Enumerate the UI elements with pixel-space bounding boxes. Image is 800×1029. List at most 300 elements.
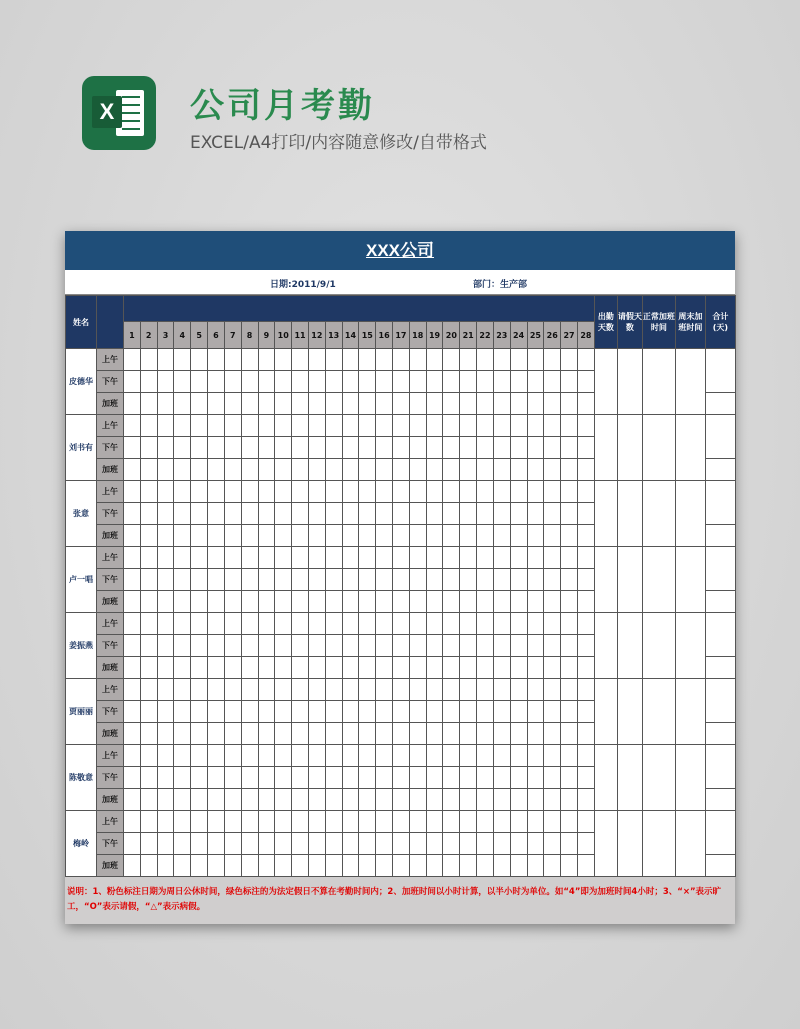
attendance-cell[interactable] xyxy=(409,547,426,569)
attendance-cell[interactable] xyxy=(460,437,477,459)
total-cell[interactable] xyxy=(705,547,735,591)
attendance-cell[interactable] xyxy=(208,393,225,415)
attendance-cell[interactable] xyxy=(342,547,359,569)
attendance-cell[interactable] xyxy=(292,723,309,745)
total-overtime-cell[interactable] xyxy=(705,591,735,613)
summary-cell[interactable] xyxy=(617,745,642,811)
attendance-cell[interactable] xyxy=(460,481,477,503)
attendance-cell[interactable] xyxy=(443,745,460,767)
attendance-cell[interactable] xyxy=(510,745,527,767)
attendance-cell[interactable] xyxy=(443,855,460,877)
attendance-cell[interactable] xyxy=(393,613,410,635)
attendance-cell[interactable] xyxy=(409,503,426,525)
attendance-cell[interactable] xyxy=(140,701,157,723)
attendance-cell[interactable] xyxy=(124,855,141,877)
attendance-cell[interactable] xyxy=(393,789,410,811)
attendance-cell[interactable] xyxy=(359,349,376,371)
attendance-cell[interactable] xyxy=(544,679,561,701)
attendance-cell[interactable] xyxy=(577,789,594,811)
attendance-cell[interactable] xyxy=(426,789,443,811)
attendance-cell[interactable] xyxy=(124,833,141,855)
attendance-cell[interactable] xyxy=(157,371,174,393)
total-cell[interactable] xyxy=(705,481,735,525)
attendance-cell[interactable] xyxy=(409,415,426,437)
attendance-cell[interactable] xyxy=(443,723,460,745)
attendance-cell[interactable] xyxy=(224,635,241,657)
attendance-cell[interactable] xyxy=(544,591,561,613)
total-cell[interactable] xyxy=(705,415,735,459)
attendance-cell[interactable] xyxy=(460,657,477,679)
attendance-cell[interactable] xyxy=(275,833,292,855)
attendance-cell[interactable] xyxy=(460,833,477,855)
attendance-cell[interactable] xyxy=(325,569,342,591)
attendance-cell[interactable] xyxy=(140,635,157,657)
attendance-cell[interactable] xyxy=(191,657,208,679)
attendance-cell[interactable] xyxy=(157,789,174,811)
attendance-cell[interactable] xyxy=(292,437,309,459)
attendance-cell[interactable] xyxy=(342,745,359,767)
total-cell[interactable] xyxy=(705,349,735,393)
attendance-cell[interactable] xyxy=(292,767,309,789)
attendance-cell[interactable] xyxy=(409,371,426,393)
attendance-cell[interactable] xyxy=(527,657,544,679)
attendance-cell[interactable] xyxy=(275,437,292,459)
attendance-cell[interactable] xyxy=(527,415,544,437)
attendance-cell[interactable] xyxy=(561,657,578,679)
attendance-cell[interactable] xyxy=(258,767,275,789)
attendance-cell[interactable] xyxy=(460,547,477,569)
attendance-cell[interactable] xyxy=(493,745,510,767)
attendance-cell[interactable] xyxy=(308,591,325,613)
attendance-cell[interactable] xyxy=(308,459,325,481)
attendance-cell[interactable] xyxy=(409,591,426,613)
attendance-cell[interactable] xyxy=(460,371,477,393)
attendance-cell[interactable] xyxy=(561,349,578,371)
attendance-cell[interactable] xyxy=(477,855,494,877)
attendance-cell[interactable] xyxy=(510,701,527,723)
attendance-cell[interactable] xyxy=(124,679,141,701)
employee-name[interactable]: 皮德华 xyxy=(66,349,97,415)
attendance-cell[interactable] xyxy=(224,701,241,723)
attendance-cell[interactable] xyxy=(359,613,376,635)
attendance-cell[interactable] xyxy=(258,393,275,415)
attendance-cell[interactable] xyxy=(577,679,594,701)
attendance-cell[interactable] xyxy=(527,855,544,877)
attendance-cell[interactable] xyxy=(477,503,494,525)
summary-cell[interactable] xyxy=(617,349,642,415)
attendance-cell[interactable] xyxy=(493,503,510,525)
attendance-cell[interactable] xyxy=(376,789,393,811)
attendance-cell[interactable] xyxy=(376,811,393,833)
attendance-cell[interactable] xyxy=(561,525,578,547)
attendance-cell[interactable] xyxy=(342,393,359,415)
attendance-cell[interactable] xyxy=(342,349,359,371)
employee-name[interactable]: 姜振燕 xyxy=(66,613,97,679)
summary-cell[interactable] xyxy=(594,349,617,415)
attendance-cell[interactable] xyxy=(477,635,494,657)
attendance-cell[interactable] xyxy=(544,855,561,877)
attendance-cell[interactable] xyxy=(527,393,544,415)
attendance-cell[interactable] xyxy=(460,349,477,371)
attendance-cell[interactable] xyxy=(561,833,578,855)
attendance-cell[interactable] xyxy=(258,503,275,525)
summary-cell[interactable] xyxy=(617,481,642,547)
attendance-cell[interactable] xyxy=(308,371,325,393)
attendance-cell[interactable] xyxy=(308,855,325,877)
total-overtime-cell[interactable] xyxy=(705,393,735,415)
attendance-cell[interactable] xyxy=(477,437,494,459)
attendance-cell[interactable] xyxy=(510,679,527,701)
attendance-cell[interactable] xyxy=(477,481,494,503)
attendance-cell[interactable] xyxy=(241,745,258,767)
attendance-cell[interactable] xyxy=(477,745,494,767)
attendance-cell[interactable] xyxy=(241,613,258,635)
attendance-cell[interactable] xyxy=(477,459,494,481)
attendance-cell[interactable] xyxy=(157,657,174,679)
attendance-cell[interactable] xyxy=(258,591,275,613)
attendance-cell[interactable] xyxy=(174,481,191,503)
attendance-cell[interactable] xyxy=(577,613,594,635)
attendance-cell[interactable] xyxy=(426,459,443,481)
attendance-cell[interactable] xyxy=(157,811,174,833)
attendance-cell[interactable] xyxy=(426,811,443,833)
attendance-cell[interactable] xyxy=(124,789,141,811)
attendance-cell[interactable] xyxy=(258,701,275,723)
attendance-cell[interactable] xyxy=(140,481,157,503)
attendance-cell[interactable] xyxy=(577,525,594,547)
attendance-cell[interactable] xyxy=(510,723,527,745)
summary-cell[interactable] xyxy=(675,613,705,679)
attendance-cell[interactable] xyxy=(376,437,393,459)
attendance-cell[interactable] xyxy=(191,855,208,877)
attendance-cell[interactable] xyxy=(140,459,157,481)
attendance-cell[interactable] xyxy=(124,393,141,415)
attendance-cell[interactable] xyxy=(308,833,325,855)
attendance-cell[interactable] xyxy=(493,635,510,657)
attendance-cell[interactable] xyxy=(376,833,393,855)
attendance-cell[interactable] xyxy=(258,525,275,547)
attendance-cell[interactable] xyxy=(376,701,393,723)
attendance-cell[interactable] xyxy=(577,371,594,393)
attendance-cell[interactable] xyxy=(376,569,393,591)
attendance-cell[interactable] xyxy=(510,789,527,811)
attendance-cell[interactable] xyxy=(292,393,309,415)
attendance-cell[interactable] xyxy=(292,547,309,569)
attendance-cell[interactable] xyxy=(544,393,561,415)
attendance-cell[interactable] xyxy=(493,481,510,503)
attendance-cell[interactable] xyxy=(561,789,578,811)
attendance-cell[interactable] xyxy=(208,547,225,569)
total-overtime-cell[interactable] xyxy=(705,723,735,745)
attendance-cell[interactable] xyxy=(426,415,443,437)
attendance-cell[interactable] xyxy=(561,745,578,767)
attendance-cell[interactable] xyxy=(325,657,342,679)
attendance-cell[interactable] xyxy=(561,569,578,591)
attendance-cell[interactable] xyxy=(359,569,376,591)
attendance-cell[interactable] xyxy=(292,591,309,613)
attendance-cell[interactable] xyxy=(409,569,426,591)
attendance-cell[interactable] xyxy=(325,459,342,481)
attendance-cell[interactable] xyxy=(477,547,494,569)
attendance-cell[interactable] xyxy=(292,503,309,525)
attendance-cell[interactable] xyxy=(460,855,477,877)
attendance-cell[interactable] xyxy=(140,833,157,855)
attendance-cell[interactable] xyxy=(140,525,157,547)
attendance-cell[interactable] xyxy=(224,437,241,459)
attendance-cell[interactable] xyxy=(325,613,342,635)
summary-cell[interactable] xyxy=(594,613,617,679)
attendance-cell[interactable] xyxy=(174,767,191,789)
attendance-cell[interactable] xyxy=(477,679,494,701)
total-overtime-cell[interactable] xyxy=(705,459,735,481)
attendance-cell[interactable] xyxy=(292,459,309,481)
attendance-cell[interactable] xyxy=(224,415,241,437)
summary-cell[interactable] xyxy=(642,811,675,877)
attendance-cell[interactable] xyxy=(544,569,561,591)
attendance-cell[interactable] xyxy=(527,481,544,503)
attendance-cell[interactable] xyxy=(308,723,325,745)
attendance-cell[interactable] xyxy=(258,547,275,569)
attendance-cell[interactable] xyxy=(275,481,292,503)
summary-cell[interactable] xyxy=(642,415,675,481)
attendance-cell[interactable] xyxy=(157,745,174,767)
attendance-cell[interactable] xyxy=(174,437,191,459)
attendance-cell[interactable] xyxy=(224,679,241,701)
attendance-cell[interactable] xyxy=(308,525,325,547)
attendance-cell[interactable] xyxy=(477,701,494,723)
attendance-cell[interactable] xyxy=(342,591,359,613)
employee-name[interactable]: 刘书有 xyxy=(66,415,97,481)
attendance-cell[interactable] xyxy=(140,437,157,459)
attendance-cell[interactable] xyxy=(224,723,241,745)
attendance-cell[interactable] xyxy=(426,481,443,503)
attendance-cell[interactable] xyxy=(477,789,494,811)
attendance-cell[interactable] xyxy=(544,437,561,459)
attendance-cell[interactable] xyxy=(510,811,527,833)
attendance-cell[interactable] xyxy=(577,459,594,481)
attendance-cell[interactable] xyxy=(443,393,460,415)
attendance-cell[interactable] xyxy=(275,613,292,635)
attendance-cell[interactable] xyxy=(275,525,292,547)
attendance-cell[interactable] xyxy=(191,503,208,525)
attendance-cell[interactable] xyxy=(157,525,174,547)
total-overtime-cell[interactable] xyxy=(705,525,735,547)
total-overtime-cell[interactable] xyxy=(705,657,735,679)
attendance-cell[interactable] xyxy=(561,547,578,569)
attendance-cell[interactable] xyxy=(376,767,393,789)
attendance-cell[interactable] xyxy=(258,679,275,701)
attendance-cell[interactable] xyxy=(208,701,225,723)
attendance-cell[interactable] xyxy=(409,437,426,459)
attendance-cell[interactable] xyxy=(577,569,594,591)
date-label[interactable]: 日期:2011/9/1 xyxy=(270,280,336,290)
attendance-cell[interactable] xyxy=(376,459,393,481)
attendance-cell[interactable] xyxy=(460,613,477,635)
attendance-cell[interactable] xyxy=(426,591,443,613)
attendance-cell[interactable] xyxy=(527,525,544,547)
attendance-cell[interactable] xyxy=(224,613,241,635)
attendance-cell[interactable] xyxy=(124,525,141,547)
attendance-cell[interactable] xyxy=(443,349,460,371)
attendance-cell[interactable] xyxy=(157,415,174,437)
attendance-cell[interactable] xyxy=(292,613,309,635)
summary-cell[interactable] xyxy=(675,547,705,613)
attendance-cell[interactable] xyxy=(208,481,225,503)
attendance-cell[interactable] xyxy=(493,811,510,833)
attendance-cell[interactable] xyxy=(510,525,527,547)
attendance-cell[interactable] xyxy=(258,459,275,481)
attendance-cell[interactable] xyxy=(510,591,527,613)
attendance-cell[interactable] xyxy=(275,767,292,789)
attendance-cell[interactable] xyxy=(174,349,191,371)
attendance-cell[interactable] xyxy=(342,525,359,547)
attendance-cell[interactable] xyxy=(140,723,157,745)
attendance-cell[interactable] xyxy=(241,679,258,701)
attendance-cell[interactable] xyxy=(157,437,174,459)
attendance-cell[interactable] xyxy=(527,613,544,635)
attendance-cell[interactable] xyxy=(477,613,494,635)
employee-name[interactable]: 陈敬意 xyxy=(66,745,97,811)
attendance-cell[interactable] xyxy=(140,855,157,877)
attendance-cell[interactable] xyxy=(275,679,292,701)
attendance-cell[interactable] xyxy=(224,569,241,591)
attendance-cell[interactable] xyxy=(124,591,141,613)
attendance-cell[interactable] xyxy=(577,701,594,723)
attendance-cell[interactable] xyxy=(342,767,359,789)
attendance-cell[interactable] xyxy=(124,701,141,723)
attendance-cell[interactable] xyxy=(191,415,208,437)
attendance-cell[interactable] xyxy=(157,481,174,503)
attendance-cell[interactable] xyxy=(544,613,561,635)
attendance-cell[interactable] xyxy=(174,547,191,569)
attendance-cell[interactable] xyxy=(325,855,342,877)
attendance-cell[interactable] xyxy=(409,613,426,635)
attendance-cell[interactable] xyxy=(191,701,208,723)
attendance-cell[interactable] xyxy=(342,855,359,877)
attendance-cell[interactable] xyxy=(460,393,477,415)
summary-cell[interactable] xyxy=(675,745,705,811)
attendance-cell[interactable] xyxy=(124,635,141,657)
attendance-cell[interactable] xyxy=(157,349,174,371)
attendance-cell[interactable] xyxy=(443,503,460,525)
attendance-cell[interactable] xyxy=(577,855,594,877)
attendance-cell[interactable] xyxy=(493,833,510,855)
attendance-cell[interactable] xyxy=(477,371,494,393)
summary-cell[interactable] xyxy=(642,349,675,415)
attendance-cell[interactable] xyxy=(426,833,443,855)
attendance-cell[interactable] xyxy=(426,371,443,393)
attendance-cell[interactable] xyxy=(359,833,376,855)
attendance-cell[interactable] xyxy=(359,811,376,833)
attendance-cell[interactable] xyxy=(359,481,376,503)
attendance-cell[interactable] xyxy=(208,745,225,767)
attendance-cell[interactable] xyxy=(510,767,527,789)
attendance-cell[interactable] xyxy=(325,745,342,767)
attendance-cell[interactable] xyxy=(376,679,393,701)
attendance-cell[interactable] xyxy=(124,503,141,525)
attendance-cell[interactable] xyxy=(561,437,578,459)
attendance-cell[interactable] xyxy=(342,723,359,745)
attendance-cell[interactable] xyxy=(376,547,393,569)
attendance-cell[interactable] xyxy=(544,635,561,657)
attendance-cell[interactable] xyxy=(224,349,241,371)
attendance-cell[interactable] xyxy=(477,811,494,833)
attendance-cell[interactable] xyxy=(208,613,225,635)
attendance-cell[interactable] xyxy=(493,349,510,371)
attendance-cell[interactable] xyxy=(561,459,578,481)
attendance-cell[interactable] xyxy=(308,745,325,767)
attendance-cell[interactable] xyxy=(409,635,426,657)
attendance-cell[interactable] xyxy=(493,789,510,811)
total-overtime-cell[interactable] xyxy=(705,789,735,811)
attendance-cell[interactable] xyxy=(527,569,544,591)
attendance-cell[interactable] xyxy=(275,723,292,745)
attendance-cell[interactable] xyxy=(275,591,292,613)
attendance-cell[interactable] xyxy=(191,745,208,767)
attendance-cell[interactable] xyxy=(577,503,594,525)
attendance-cell[interactable] xyxy=(527,591,544,613)
attendance-cell[interactable] xyxy=(443,569,460,591)
attendance-cell[interactable] xyxy=(477,767,494,789)
attendance-cell[interactable] xyxy=(561,371,578,393)
attendance-cell[interactable] xyxy=(157,459,174,481)
attendance-cell[interactable] xyxy=(443,613,460,635)
attendance-cell[interactable] xyxy=(493,591,510,613)
attendance-cell[interactable] xyxy=(393,855,410,877)
attendance-cell[interactable] xyxy=(208,349,225,371)
attendance-cell[interactable] xyxy=(393,767,410,789)
attendance-cell[interactable] xyxy=(275,635,292,657)
attendance-cell[interactable] xyxy=(208,503,225,525)
attendance-cell[interactable] xyxy=(477,657,494,679)
attendance-cell[interactable] xyxy=(124,657,141,679)
summary-cell[interactable] xyxy=(642,679,675,745)
attendance-cell[interactable] xyxy=(325,547,342,569)
attendance-cell[interactable] xyxy=(376,613,393,635)
attendance-cell[interactable] xyxy=(308,657,325,679)
attendance-cell[interactable] xyxy=(460,723,477,745)
attendance-cell[interactable] xyxy=(443,657,460,679)
attendance-cell[interactable] xyxy=(561,393,578,415)
attendance-cell[interactable] xyxy=(460,701,477,723)
attendance-cell[interactable] xyxy=(577,635,594,657)
attendance-cell[interactable] xyxy=(544,723,561,745)
attendance-cell[interactable] xyxy=(527,547,544,569)
attendance-cell[interactable] xyxy=(258,437,275,459)
attendance-cell[interactable] xyxy=(174,679,191,701)
attendance-cell[interactable] xyxy=(409,811,426,833)
attendance-cell[interactable] xyxy=(393,569,410,591)
attendance-cell[interactable] xyxy=(140,547,157,569)
attendance-cell[interactable] xyxy=(224,591,241,613)
attendance-cell[interactable] xyxy=(544,745,561,767)
attendance-cell[interactable] xyxy=(577,833,594,855)
attendance-cell[interactable] xyxy=(342,679,359,701)
attendance-cell[interactable] xyxy=(561,613,578,635)
attendance-cell[interactable] xyxy=(241,833,258,855)
attendance-cell[interactable] xyxy=(241,503,258,525)
attendance-cell[interactable] xyxy=(308,679,325,701)
summary-cell[interactable] xyxy=(617,679,642,745)
attendance-cell[interactable] xyxy=(544,349,561,371)
attendance-cell[interactable] xyxy=(409,833,426,855)
attendance-cell[interactable] xyxy=(527,349,544,371)
attendance-cell[interactable] xyxy=(124,613,141,635)
attendance-cell[interactable] xyxy=(174,371,191,393)
attendance-cell[interactable] xyxy=(124,811,141,833)
attendance-cell[interactable] xyxy=(258,371,275,393)
attendance-cell[interactable] xyxy=(359,525,376,547)
